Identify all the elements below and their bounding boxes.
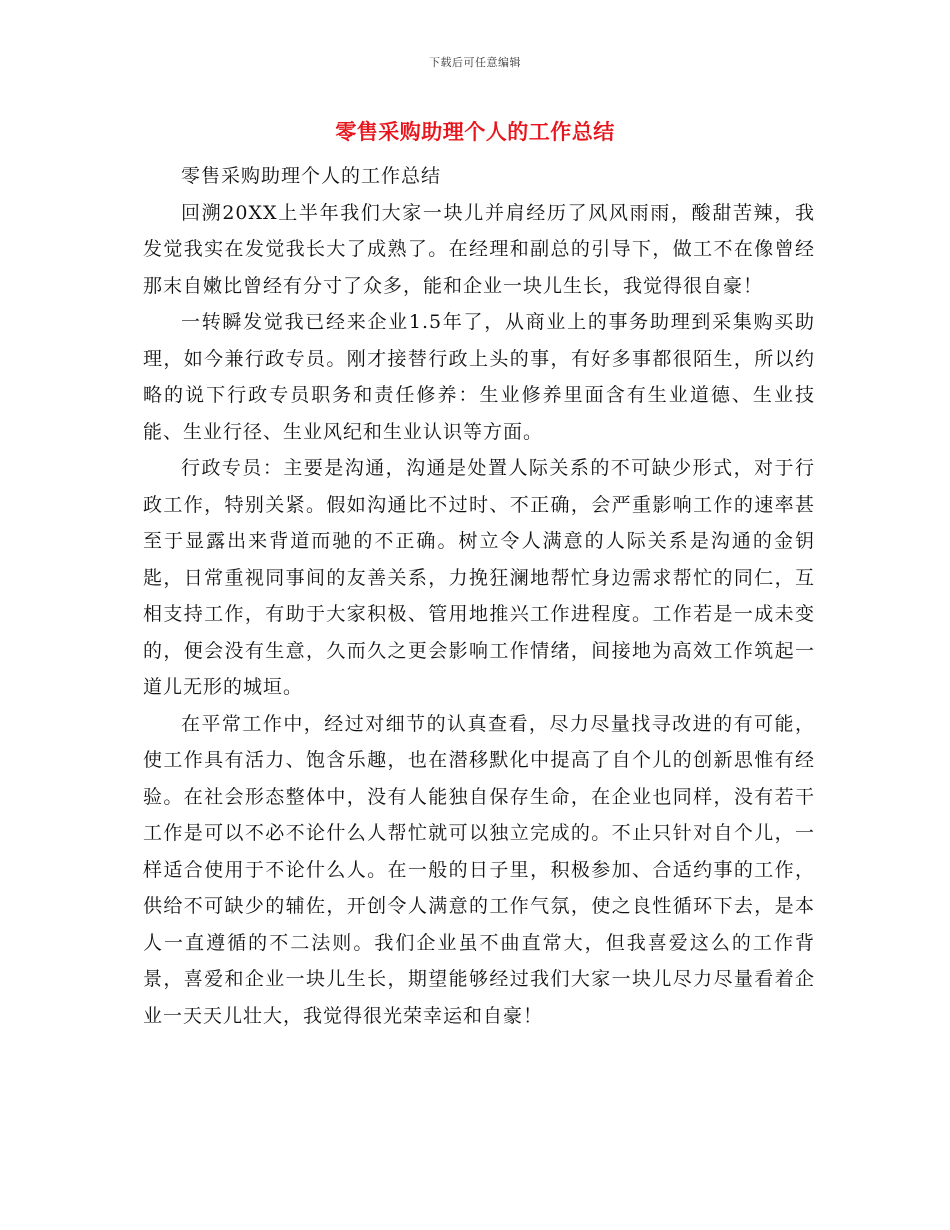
document-title: 零售采购助理个人的工作总结 [335,119,615,144]
paragraph: 在平常工作中，经过对细节的认真查看，尽力尽量找寻改进的有可能，使工作具有活力、饱含乐趣，也在潜移默化中提高了自个儿的创新思惟有经验。在社会形态整体中，没有人能独自保存生命，在企业也同样，没有若干工作是可以不必不论什么人帮忙就可以独立完成的。不止只针对自个儿，一样适合使用于不论什么人。在一般的日子里，积极参加、合适约事的工作，供给不可缺少的辅佐，开创令人满意的工作气氛，使之良性循环下去，是本人一直遵循的不二法则。我们企业虽不曲直常大，但我喜爱这么的工作背景，喜爱和企业一块儿生长，期望能够经过我们大家一块儿尽力尽量看着企业一天天儿壮大，我觉得很光荣幸运和自豪！ [143,712,815,1027]
page-header-note: 下载后可任意编辑 [429,56,521,69]
paragraph: 一转瞬发觉我已经来企业1.5年了，从商业上的事务助理到采集购买助理，如今兼行政专员。刚才接替行政上头的事，有好多事都很陌生，所以约略的说下行政专员职务和责任修养：生业修养里面含有生业道德、生业技能、生业行径、生业风纪和生业认识等方面。 [143,311,815,443]
paragraph-subtitle: 零售采购助理个人的工作总结 [181,165,442,187]
document-body [143,158,815,1034]
paragraph: 行政专员：主要是沟通，沟通是处置人际关系的不可缺少形式，对于行政工作，特别关紧。假如沟通比不过时、不正确，会严重影响工作的速率甚至于显露出来背道而驰的不正确。树立令人满意的人际关系是沟通的金钥匙，日常重视同事间的友善关系，力挽狂澜地帮忙身边需求帮忙的同仁，互相支持工作，有助于大家积极、管用地推兴工作进程度。工作若是一成未变的，便会没有生意，久而久之更会影响工作情绪，间接地为高效工作筑起一道儿无形的城垣。 [143,457,815,698]
paragraph: 回溯20XX上半年我们大家一块儿并肩经历了风风雨雨，酸甜苦辣，我发觉我实在发觉我长大了成熟了。在经理和副总的引导下，做工不在像曾经那末自嫩比曾经有分寸了众多，能和企业一块儿生长，我觉得很自豪！ [143,201,815,297]
